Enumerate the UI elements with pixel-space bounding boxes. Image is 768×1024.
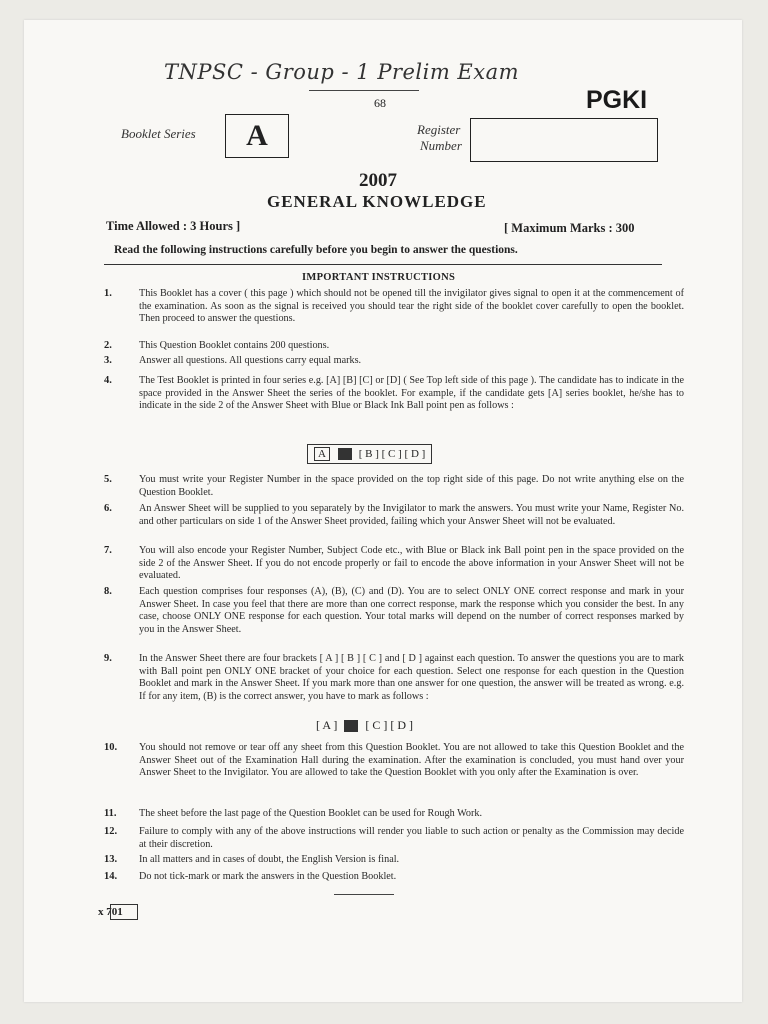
instruction-text: Answer all questions. All questions carry equal marks. [139,355,362,366]
instruction-text: You must write your Register Number in the space provided on the top right side of this page. Do not write anything else on the Question Booklet. [139,474,684,498]
answer-option-c: [ C ] [365,718,388,732]
filled-bubble [344,720,358,732]
register-label-1: Register [417,122,461,137]
time-allowed: Time Allowed : 3 Hours ] [106,219,241,233]
instruction-text: Each question comprises four responses (A), (B), (C) and (D). You are to select ONLY ONE correct response and mark in your Answer Sheet. In case you feel that there are more than one correct response, mark the response which you consider the best. In any case, choose ONLY ONE response for each question. Your total marks will depend on the number of correct responses marked by you in the Answer Sheet. [139,586,684,635]
instruction-number: 7. [104,545,112,556]
instruction-text: The sheet before the last page of the Question Booklet can be used for Rough Work. [139,808,483,819]
instruction-text: Do not tick-mark or mark the answers in the Question Booklet. [139,871,397,882]
subject-title: GENERAL KNOWLEDGE [267,192,487,211]
instruction-number: 12. [104,826,118,837]
instruction-text: This Booklet has a cover ( this page ) which should not be opened till the invigilator gives signal to open it at the commencement of the examination. As soon as the signal is received you should tear the right side of the booklet cover carefully to open the booklet. Then proceed to answer the questions. [139,288,684,325]
instruction-text: The Test Booklet is printed in four series e.g. [A] [B] [C] or [D] ( See Top left side of this page ). The candidate has to indicate in the space provided in the Answer Sheet the series of the booklet. For example, if the candidate gets [A] series booklet, he/she has to indicate in the side 2 of the Answer Sheet with Blue or Black Ink Ball point pen as follows : [139,375,684,412]
instruction-text: An Answer Sheet will be supplied to you separately by the Invigilator to mark the answers. You must write your Name, Register No. and other particulars on side 1 of the Answer Sheet provided, failing which your Answer Sheet will not be evaluated. [139,503,684,527]
instruction-number: 4. [104,375,112,386]
important-instructions-heading: IMPORTANT INSTRUCTIONS [302,272,456,283]
instruction-text: You should not remove or tear off any sheet from this Question Booklet. You are not allowed to take this Question Booklet and the Answer Sheet out of the Examination Hall during the examination. After the examination is concluded, you must hand over your Answer Sheet to the Invigilator. You are allowed to take the Question Booklet with you only after the Examination is over. [139,742,684,779]
instruction-number: 14. [104,871,118,882]
exam-cover-page [24,20,742,1002]
series-option-a: A [314,447,330,461]
register-label-2: Number [420,138,462,153]
instruction-text: Failure to comply with any of the above instructions will render you liable to such action or penalty as the Commission may decide at their discretion. [139,826,684,850]
instruction-number: 3. [104,355,112,366]
exam-year: 2007 [359,170,397,191]
instruction-text: You will also encode your Register Number, Subject Code etc., with Blue or Black ink Ball point pen in the space provided on the side 2 of the Answer Sheet. If you do not encode properly or fail to encode the above information in your Answer Sheet will not be evaluated. [139,545,684,582]
instruction-number: 13. [104,854,118,865]
instruction-number: 5. [104,474,112,485]
read-instructions-line: Read the following instructions carefully before you begin to answer the questions. [114,244,518,256]
instruction-number: 2. [104,340,112,351]
divider-line [104,264,662,265]
footer-code-box [110,904,138,920]
handwritten-underline [309,90,419,91]
answer-option-a: [ A ] [316,718,338,732]
series-marking-example [307,444,432,464]
filled-bubble [338,448,352,460]
instruction-number: 6. [104,503,112,514]
page-number: 68 [374,96,386,110]
instruction-number: 11. [104,808,117,819]
instruction-number: 9. [104,653,112,664]
booklet-series-box: A [225,114,289,158]
series-option-b: [ B ] [358,448,379,460]
instruction-text: In all matters and in cases of doubt, the English Version is final. [139,854,400,865]
paper-code: PGKI [586,86,648,114]
end-divider [334,894,394,895]
register-number-box[interactable] [470,118,658,162]
instruction-text: In the Answer Sheet there are four brackets [ A ] [ B ] [ C ] and [ D ] against each question. To answer the questions you are to mark with Ball point pen ONLY ONE bracket of your choice for each question. Select one response for each question in the Question Booklet and mark in the Answer Sheet. If you mark more than one answer for one question, the answer will be treated as wrong. e.g. If for any item, (B) is the correct answer, you have to mark as follows : [139,653,684,702]
instruction-text: This Question Booklet contains 200 questions. [139,340,330,351]
footer-code-text: x 701 [98,906,123,918]
answer-option-d: [ D ] [390,718,414,732]
booklet-series-label: Booklet Series [121,126,196,141]
instruction-number: 10. [104,742,118,753]
instruction-number: 1. [104,288,112,299]
handwritten-note: TNPSC - Group - 1 Prelim Exam [164,60,520,84]
instruction-number: 8. [104,586,112,597]
series-option-c: [ C ] [381,448,402,460]
series-option-d: [ D ] [404,448,426,460]
answer-marking-example [316,718,413,733]
maximum-marks: [ Maximum Marks : 300 [504,221,635,235]
